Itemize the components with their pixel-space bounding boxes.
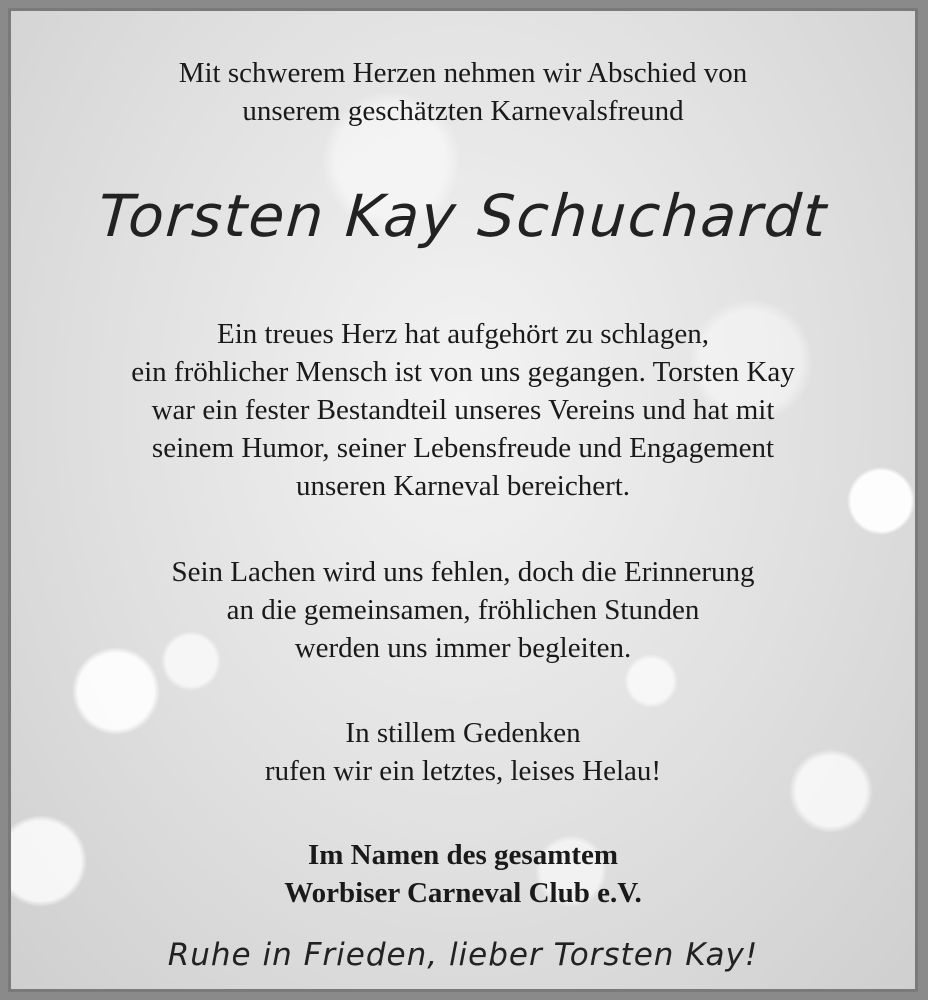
tribute-line: Sein Lachen wird uns fehlen, doch die Erinnerung xyxy=(171,556,755,588)
tribute-line: seinem Humor, seiner Lebensfreude und Engagement xyxy=(151,432,775,464)
tribute-line: an die gemeinsamen, fröhlichen Stunden xyxy=(226,594,700,626)
signature-block xyxy=(11,836,915,912)
tribute-line: unseren Karneval bereichert. xyxy=(295,470,631,502)
tribute-line: Ein treues Herz hat aufgehört zu schlagen, xyxy=(217,318,709,350)
tribute-paragraph-3 xyxy=(11,714,915,790)
intro-line: unserem geschätzten Karnevalsfreund xyxy=(242,95,684,127)
tribute-line: war ein fester Bestandteil unseres Vereins und hat mit xyxy=(151,394,775,426)
obituary-notice xyxy=(8,8,918,992)
deceased-name: Torsten Kay Schuchardt xyxy=(95,182,831,250)
tribute-line: werden uns immer begleiten. xyxy=(294,632,632,664)
tribute-line: rufen wir ein letztes, leises Helau! xyxy=(264,755,662,787)
intro-text xyxy=(11,54,915,130)
signature-line: Im Namen des gesamtem xyxy=(307,839,619,871)
tribute-line: ein fröhlicher Mensch ist von uns gegangen. Torsten Kay xyxy=(131,356,795,388)
intro-line: Mit schwerem Herzen nehmen wir Abschied von xyxy=(178,57,748,89)
tribute-line: In stillem Gedenken xyxy=(345,717,581,749)
tribute-paragraph-2 xyxy=(11,553,915,667)
signature-line: Worbiser Carneval Club e.V. xyxy=(284,877,642,909)
tribute-paragraph-1 xyxy=(11,315,915,505)
farewell-line: Ruhe in Frieden, lieber Torsten Kay! xyxy=(167,937,759,973)
